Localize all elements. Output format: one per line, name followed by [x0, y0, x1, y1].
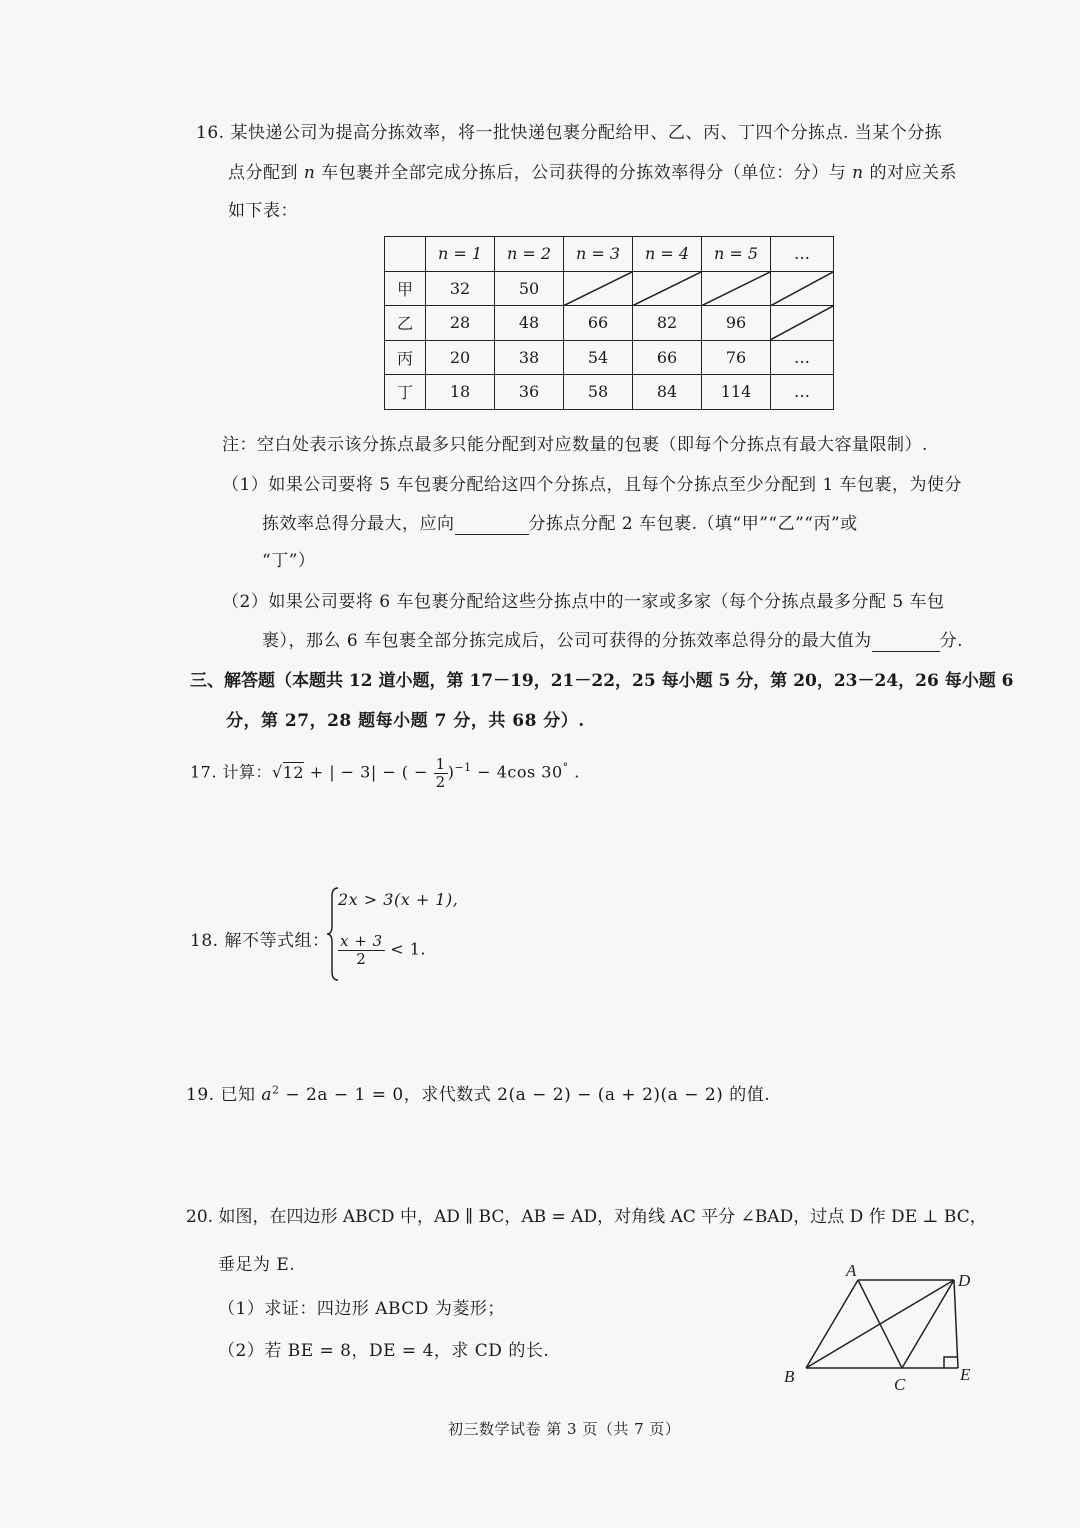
q16-part1-line2-a: 拣效率总得分最大，应向	[262, 514, 455, 534]
q19	[186, 1080, 770, 1105]
q16-part2-line2-b: 分.	[939, 631, 964, 651]
segment-DE	[954, 1280, 958, 1368]
table-cell: 96	[702, 306, 771, 341]
rhombus-figure	[770, 1258, 990, 1398]
table-cell: …	[771, 340, 834, 375]
table-row	[385, 271, 834, 306]
label-C: C	[894, 1375, 906, 1394]
q16-part2-line1: （2）如果公司要将 6 车包裹分配给这些分拣点中的一家或多家（每个分拣点最多分配 5 车包	[222, 592, 945, 612]
q16-line2-b: 车包裹并全部完成分拣后，公司获得的分拣效率得分（单位：分）与	[315, 163, 853, 183]
q16-var-n2: n	[852, 163, 864, 183]
table-cell-empty	[564, 271, 633, 306]
q19-var-a: a	[261, 1085, 272, 1105]
q19-text-a: 19. 已知	[186, 1085, 262, 1105]
score-table	[384, 236, 834, 410]
table-row	[385, 375, 834, 410]
table-cell: 20	[426, 340, 495, 375]
q16-line1: 16. 某快递公司为提高分拣效率，将一批快递包裹分配给甲、乙、丙、丁四个分拣点. 当某个分拣	[196, 123, 943, 143]
q16-part2-line2	[262, 626, 963, 652]
q20-line2: 垂足为 E.	[218, 1255, 296, 1275]
section3-heading-line2: 分，第 27，28 题每小题 7 分，共 68 分）.	[226, 711, 585, 731]
label-D: D	[958, 1271, 971, 1290]
label-E: E	[960, 1365, 971, 1384]
q16-line2-a: 点分配到	[228, 163, 304, 183]
q17-end: .	[568, 762, 580, 782]
table-row-label: 丙	[385, 340, 426, 375]
q18-frac-den: 2	[356, 949, 367, 968]
table-cell: 48	[495, 306, 564, 341]
q20-line1: 20. 如图，在四边形 ABCD 中，AD ∥ BC，AB = AD，对角线 AC 平分 ∠BAD，过点 D 作 DE ⊥ BC，	[186, 1207, 987, 1227]
q17-part3: )	[447, 762, 455, 782]
section3-heading-line1: 三、解答题（本题共 12 道小题，第 17－19，21－22，25 每小题 5 分，第 20，23－24，26 每小题 6	[190, 671, 1014, 691]
answer-blank-2[interactable]	[872, 631, 940, 652]
table-cell: 58	[564, 375, 633, 410]
table-cell: 28	[426, 306, 495, 341]
table-cell: 50	[495, 271, 564, 306]
table-header-cell: n = 3	[564, 237, 633, 272]
table-cell: 66	[633, 340, 702, 375]
answer-blank-1[interactable]	[455, 514, 529, 535]
q20-part2: （2）若 BE = 8，DE = 4，求 CD 的长.	[218, 1341, 550, 1361]
table-cell-empty	[771, 271, 834, 306]
table-cell: 36	[495, 375, 564, 410]
table-corner-cell	[385, 237, 426, 272]
label-B: B	[784, 1367, 795, 1386]
q16-part1-line2	[262, 509, 858, 535]
q18-inequality-2	[338, 933, 426, 967]
q19-square: 2	[271, 1083, 280, 1097]
q17-frac-den: 2	[435, 772, 446, 791]
q16-part2-line2-a: 裹），那么 6 车包裹全部分拣完成后，公司可获得的分拣效率总得分的最大值为	[262, 631, 872, 651]
table-cell: 66	[564, 306, 633, 341]
table-header-cell: n = 2	[495, 237, 564, 272]
page-footer: 初三数学试卷 第 3 页（共 7 页）	[448, 1420, 681, 1438]
table-cell: …	[771, 375, 834, 410]
q17-deg: °	[562, 761, 569, 775]
q19-text-b: − 2a − 1 = 0，求代数式 2(a − 2) − (a + 2)(a − 2) 的值.	[279, 1085, 771, 1105]
table-row-label: 丁	[385, 375, 426, 410]
table-cell: 82	[633, 306, 702, 341]
q18-prefix: 18. 解不等式组：	[190, 931, 330, 951]
table-note: 注：空白处表示该分拣点最多只能分配到对应数量的包裹（即每个分拣点有最大容量限制）.	[222, 435, 928, 455]
q18-ineq2-rest: < 1.	[384, 939, 426, 959]
table-cell: 54	[564, 340, 633, 375]
segment-BD	[806, 1280, 954, 1368]
table-row-label: 乙	[385, 306, 426, 341]
q20-part1: （1）求证：四边形 ABCD 为菱形；	[218, 1299, 505, 1319]
q18-frac-num: x + 3	[340, 932, 383, 950]
table-header-row	[385, 237, 834, 272]
q16-line2	[228, 158, 957, 183]
q17-prefix: 17. 计算：	[190, 762, 273, 782]
table-row-label: 甲	[385, 271, 426, 306]
label-A: A	[846, 1261, 857, 1280]
segment-CD	[902, 1280, 954, 1368]
right-angle-mark	[944, 1357, 958, 1368]
q17	[190, 756, 580, 790]
q17-frac-num: 1	[435, 755, 446, 773]
q17-fraction	[434, 756, 448, 790]
q16-part1-line1: （1）如果公司要将 5 车包裹分配给这四个分拣点，且每个分拣点至少分配到 1 车包裹，为使分	[222, 475, 963, 495]
table-row	[385, 306, 834, 341]
table-cell: 38	[495, 340, 564, 375]
table-cell: 114	[702, 375, 771, 410]
table-header-cell: n = 4	[633, 237, 702, 272]
table-cell-empty	[771, 306, 834, 341]
segment-AB	[806, 1280, 858, 1368]
table-row	[385, 340, 834, 375]
q16-part1-line3: “丁”）	[262, 551, 316, 571]
table-cell: 18	[426, 375, 495, 410]
q18-inequality-1: 2x > 3(x + 1),	[338, 890, 459, 909]
table-cell-empty	[633, 271, 702, 306]
q17-radicand: 12	[282, 762, 305, 782]
table-cell: 76	[702, 340, 771, 375]
table-header-cell: n = 5	[702, 237, 771, 272]
q17-part4: − 4cos 30	[471, 762, 563, 782]
table-cell: 84	[633, 375, 702, 410]
q16-line3: 如下表：	[228, 201, 298, 221]
q17-exp: −1	[454, 761, 472, 775]
sqrt-sign: √	[272, 762, 283, 782]
table-cell-empty	[702, 271, 771, 306]
q16-var-n: n	[303, 163, 316, 183]
table-cell: 32	[426, 271, 495, 306]
table-header-cell: …	[771, 237, 834, 272]
q16-part1-line2-b: 分拣点分配 2 车包裹.（填“甲”“乙”“丙”或	[528, 514, 858, 534]
q18-fraction	[338, 933, 385, 967]
q16-line2-c: 的对应关系	[863, 163, 958, 183]
table-header-cell: n = 1	[426, 237, 495, 272]
q17-part2: + | − 3| − ( −	[304, 762, 429, 782]
